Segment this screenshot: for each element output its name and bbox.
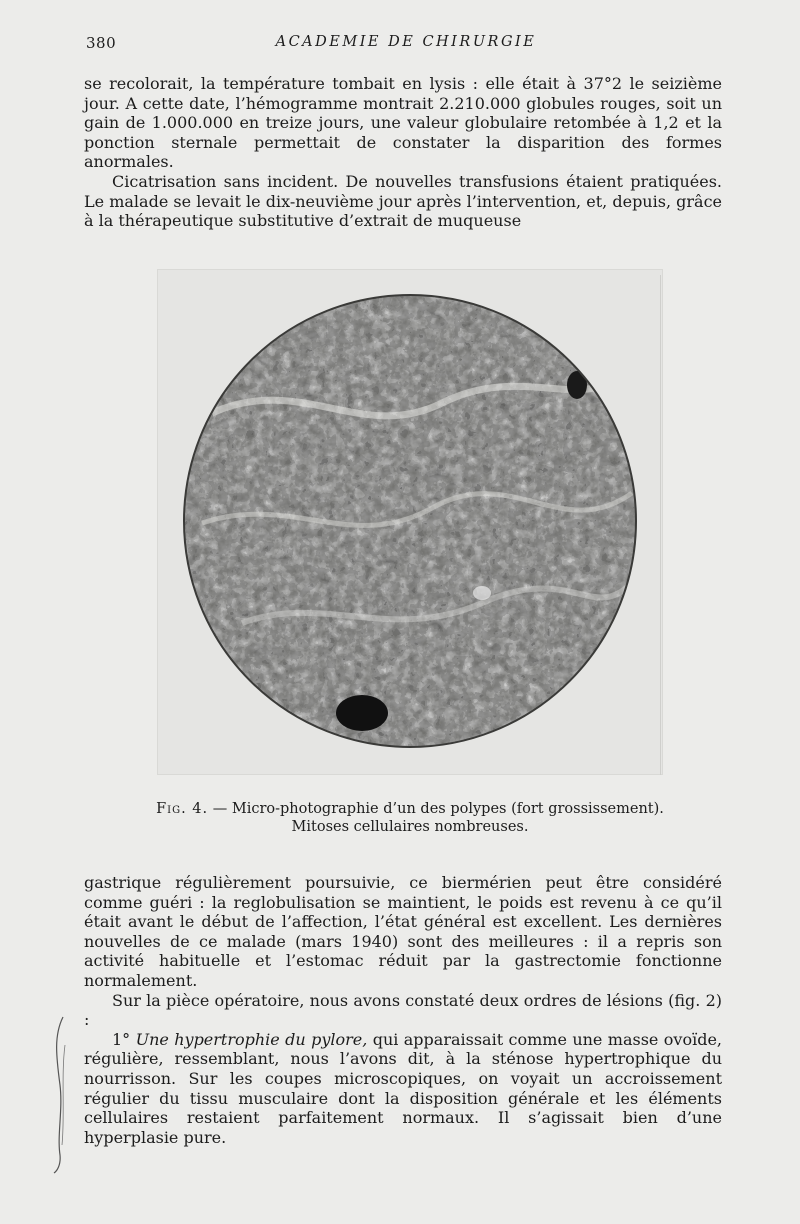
figure-caption <box>100 800 720 818</box>
paragraph-piece-operatoire: Sur la pièce opératoire, nous avons constaté deux ordres de lésions (fig. 2) : <box>84 990 722 1030</box>
paragraph-continued: se recolorait, la température tombait en lysis : elle était à 37°2 le seizième jour. A cette date, l’hémogramme montrait 2.210.000 globules rouges, soit un gain de 1.000.000 en treize jours, une valeur globulaire retombée à 1,2 et la ponction sternale permettait de constater la disparition des formes anormales. <box>84 74 722 172</box>
figure-caption-line-1: — Micro-photographie d’un des polypes (fort grossissement). <box>212 801 664 817</box>
paragraph-hypertrophie <box>84 1030 722 1148</box>
item-text: qui apparaissait comme une masse ovoïde, régulière, ressemblant, nous l’avons dit, à la sténose hypertrophique du nourrisson. Sur les coupes microscopiques, on voyait un accroissement régulier du tissu musculaire dont la disposition générale et les éléments cellulaires restaient parfaitement normaux. Il s’agissait bien d’une hyperplasie pure. <box>84 1029 722 1147</box>
page-number: 380 <box>86 34 117 52</box>
page-header <box>86 34 726 54</box>
plate-edge-line <box>660 275 661 775</box>
item-number: 1° <box>112 1029 131 1049</box>
item-title: Une hypertrophie du pylore, <box>135 1029 368 1049</box>
figure-label: Fig. 4. <box>156 801 209 817</box>
paragraph-cicatrisation: Cicatrisation sans incident. De nouvelles transfusions étaient pratiquées. Le malade se levait le dix-neuvième jour après l’intervention, et, depuis, grâce à la thérapeutique substitutive d’extrait de muqueuse <box>84 171 722 231</box>
running-title: ACADEMIE DE CHIRURGIE <box>275 34 537 50</box>
paragraph-gastrique: gastrique régulièrement poursuivie, ce biermérien peut être considéré comme guéri : la reglobulisation se maintient, le poids est revenu à ce qu’il était avant le début de l’affection, l’état général est excellent. Les dernières nouvelles de ce malade (mars 1940) sont des meilleures : il a repris son activité habituelle et l’estomac réduit par la gastrectomie fonctionne normalement. <box>84 873 722 990</box>
top-text-block <box>84 74 722 231</box>
margin-pencil-mark <box>48 1015 70 1175</box>
figure-caption-line-2: Mitoses cellulaires nombreuses. <box>291 819 529 835</box>
micrograph-image <box>182 293 638 749</box>
bottom-text-block <box>84 873 722 1147</box>
